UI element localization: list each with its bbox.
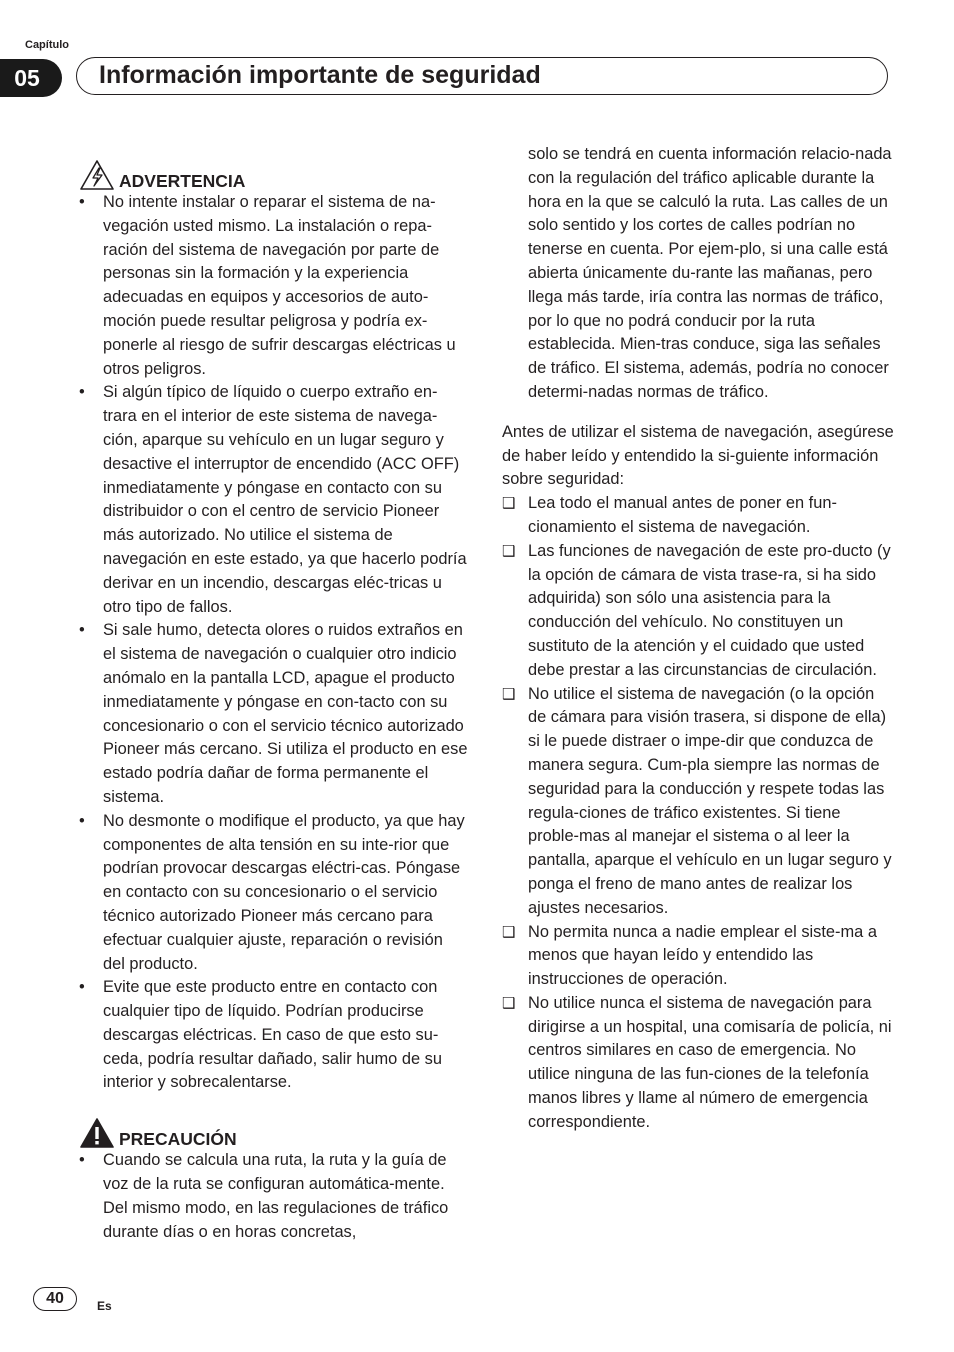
caution-exclamation-icon	[79, 1117, 115, 1149]
safety-item	[502, 683, 894, 921]
checkbox-bullet-icon: ❑	[502, 994, 516, 1012]
chapter-label: Capítulo	[25, 39, 69, 51]
right-column	[502, 143, 894, 1135]
safety-list	[502, 492, 894, 1135]
page-title: Información importante de seguridad	[76, 57, 888, 95]
checkbox-bullet-icon: ❑	[502, 923, 516, 941]
warning-list	[79, 191, 469, 1095]
warning-item: • Si algún típico de líquido o cuerpo extraño en-trara en el interior de este sistema de navega-ción, aparque su vehículo en un lugar seguro y desactive el interruptor de encendido (ACC OFF) inmediatamente y póngase en contacto con su distribuidor o con el centro de servicio Pioneer más autorizado. No utilice el sistema de navegación en este estado, ya que hacerlo podría derivar en un incendio, descargas eléc-tricas u otro tipo de fallos.	[79, 381, 469, 619]
caution-heading	[79, 1117, 469, 1149]
page-number: 40	[33, 1287, 77, 1311]
left-column	[79, 159, 469, 1244]
checkbox-bullet-icon: ❑	[502, 495, 516, 513]
safety-item	[502, 492, 894, 540]
warning-item: • No desmonte o modifique el producto, ya que hay componentes de alta tensión en su inte-rior que podrían provocar descargas eléctri-cas. Póngase en contacto con su concesionario o el servicio técnico autorizado Pioneer más cercano para efectuar cualquier ajuste, reparación o revisión del producto.	[79, 810, 469, 977]
checkbox-bullet-icon: ❑	[502, 685, 516, 703]
language-code: Es	[97, 1299, 112, 1313]
warning-item: • No intente instalar o reparar el sistema de na-vegación usted mismo. La instalación o repa-ración del sistema de navegación por parte de personas sin la formación y la experiencia adecuadas en equipos y accesorios de auto-moción puede resultar peligrosa y podría ex-ponerle al riesgo de sufrir descargas eléctricas u otros peligros.	[79, 191, 469, 381]
safety-intro: Antes de utilizar el sistema de navegación, asegúrese de haber leído y entendido la si-guiente información sobre seguridad:	[502, 422, 894, 489]
caution-item-continued: solo se tendrá en cuenta información relacio-nada con la regulación del tráfico aplicable durante la hora en la que se calculó la ruta. Las calles de un solo sentido y los cortes de calles podrían no tenerse en cuenta. Por ejem-plo, si una calle está abierta únicamente du-rante las mañanas, pero llega más tarde, iría contra las normas de tráfico, por lo que no podrá conducir por la ruta establecida. Mien-tras conduce, siga las señales de tráfico. El sistema, además, podría no conocer determi-nadas normas de tráfico.	[528, 145, 892, 401]
warning-item: • Evite que este producto entre en contacto con cualquier tipo de líquido. Podrían producirse descargas eléctricas. En caso de que esto su-ceda, podría resultar dañado, salir humo de su interior y sobrecalentarse.	[79, 976, 469, 1095]
safety-item-text: No utilice el sistema de navegación (o la opción de cámara para visión trasera, si dispone de ella) si le puede distraer o impe-dir que conduzca de manera segura. Cum-pla siempre las normas de seguridad para la conducción y respete todas las regula-ciones de tráfico existentes. Si tiene proble-mas al manejar el sistema o al leer la pantalla, aparque el vehículo en un lugar seguro y ponga el freno de mano antes de realizar los ajustes necesarios.	[528, 684, 892, 917]
caution-list	[79, 1149, 469, 1244]
safety-item-text: Las funciones de navegación de este pro-ducto (y la opción de cámara de vista trase-ra, si ha sido adquirida) son sólo una asistencia para la conducción del vehículo. No constituyen un sustituto de la atención y el cuidado que usted debe prestar a las circunstancias de circulación.	[528, 541, 891, 679]
caution-label: PRECAUCIÓN	[119, 1129, 237, 1150]
safety-item	[502, 921, 894, 992]
warning-item: • Si sale humo, detecta olores o ruidos extraños en el sistema de navegación o cualquier otro indicio anómalo en la pantalla LCD, apague el producto inmediatamente y póngase en con-tacto con su concesionario o con el servicio técnico autorizado Pioneer más cercano. Si utiliza el producto en ese estado podría dañar de forma permanente el sistema.	[79, 619, 469, 809]
chapter-number-badge: 05	[0, 59, 62, 97]
caution-item: • Cuando se calcula una ruta, la ruta y la guía de voz de la ruta se configuran automática-mente. Del mismo modo, en las regulaciones de tráfico durante días o en horas concretas,	[79, 1149, 469, 1244]
safety-item-text: Lea todo el manual antes de poner en fun-cionamiento el sistema de navegación.	[528, 494, 837, 536]
warning-heading	[79, 159, 469, 191]
safety-item-text: No permita nunca a nadie emplear el siste-ma a menos que hayan leído y entendido las instrucciones de operación.	[528, 922, 877, 989]
checkbox-bullet-icon: ❑	[502, 542, 516, 560]
electric-hazard-icon	[79, 159, 115, 191]
safety-item	[502, 992, 894, 1135]
warning-label: ADVERTENCIA	[119, 171, 246, 191]
safety-item-text: No utilice nunca el sistema de navegación para dirigirse a un hospital, una comisaría de policía, ni centros similares en caso de emergencia. No utilice ninguna de las fun-ciones de la telefonía manos libres y llame al número de emergencia correspondiente.	[528, 993, 892, 1131]
safety-item	[502, 540, 894, 683]
